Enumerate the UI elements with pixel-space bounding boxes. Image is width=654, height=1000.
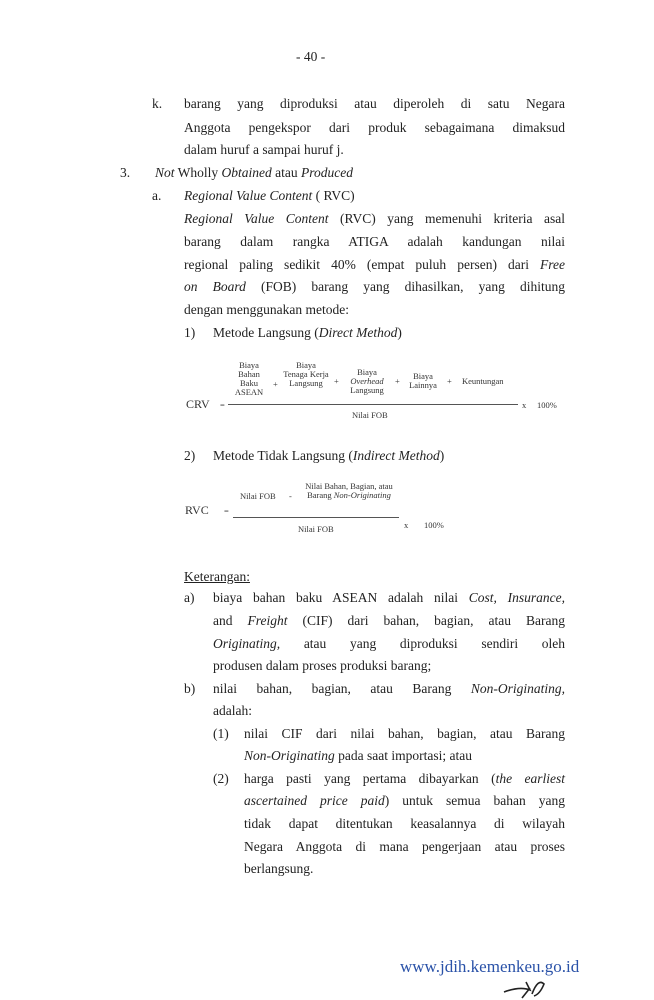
list-marker: k. xyxy=(152,96,163,111)
times-sign: x xyxy=(404,520,409,530)
paragraph-line: berlangsung. xyxy=(244,861,314,876)
fraction-bar xyxy=(228,404,518,405)
paragraph-line: tidak dapat ditentukan keasalannya di wilayah xyxy=(244,816,565,831)
paragraph-line: harga pasti yang pertama dibayarkan (the earliest xyxy=(244,771,565,786)
list-marker: 1) xyxy=(184,325,196,340)
paragraph-line: Negara Anggota di mana pengerjaan atau proses xyxy=(244,839,565,854)
formula-term: Biaya Bahan Baku ASEAN xyxy=(234,360,264,397)
paragraph-line: Regional Value Content (RVC) yang memenuhi kriteria asal xyxy=(184,211,565,226)
plus-sign: + xyxy=(447,376,452,386)
paragraph-line: Non-Originating pada saat importasi; atau xyxy=(244,748,472,763)
paragraph-line: nilai CIF dari nilai bahan, bagian, atau Barang xyxy=(244,726,565,741)
paragraph-line: dalam huruf a sampai huruf j. xyxy=(184,142,344,157)
plus-sign: + xyxy=(395,376,400,386)
section-heading: Not Wholly Obtained atau Produced xyxy=(155,165,353,180)
formula-term: Keuntungan xyxy=(462,376,504,386)
formula-lhs: RVC xyxy=(185,503,209,517)
paragraph-line: Originating, atau yang diproduksi sendiri oleh xyxy=(213,636,565,651)
list-marker: (1) xyxy=(213,726,229,741)
formula-term: Nilai FOB xyxy=(240,491,276,501)
page-number: - 40 - xyxy=(296,49,326,64)
paragraph-line: barang dalam rangka ATIGA adalah kandungan nilai xyxy=(184,234,565,249)
formula-denominator: Nilai FOB xyxy=(352,410,388,420)
minus-sign: - xyxy=(289,491,292,501)
percent-value: 100% xyxy=(537,400,557,410)
list-marker: 2) xyxy=(184,448,196,463)
formula-term: Biaya Overhead Langsung xyxy=(350,367,384,395)
equals-sign: = xyxy=(224,506,229,516)
list-marker: 3. xyxy=(120,165,131,180)
list-marker: a) xyxy=(184,590,195,605)
plus-sign: + xyxy=(334,376,339,386)
paragraph-line: nilai bahan, bagian, atau Barang Non-Originating, xyxy=(213,681,565,696)
paragraph-line: barang yang diproduksi atau diperoleh di satu Negara xyxy=(184,96,565,111)
signature-initials xyxy=(500,972,560,1000)
formula-denominator: Nilai FOB xyxy=(298,524,334,534)
paragraph-line: biaya bahan baku ASEAN adalah nilai Cost, Insurance, xyxy=(213,590,565,605)
formula-term: Nilai Bahan, Bagian, atau Barang Non-Originating xyxy=(305,481,393,500)
times-sign: x xyxy=(522,400,527,410)
paragraph-line: on Board (FOB) barang yang dihasilkan, yang dihitung xyxy=(184,279,566,294)
list-marker: a. xyxy=(152,188,162,203)
fraction-bar xyxy=(233,517,399,518)
formula-lhs: CRV xyxy=(186,397,210,411)
paragraph-line: dengan menggunakan metode: xyxy=(184,302,349,317)
paragraph-line: adalah: xyxy=(213,703,252,718)
paragraph-line: and Freight (CIF) dari bahan, bagian, atau Barang xyxy=(213,613,565,628)
equals-sign: = xyxy=(220,400,225,410)
paragraph-line: ascertained price paid) untuk semua bahan yang xyxy=(244,793,565,808)
formula-term: Biaya Lainnya xyxy=(409,371,437,390)
paragraph-line: regional paling sedikit 40% (empat puluh persen) dari Free xyxy=(184,257,565,272)
method-label: Metode Tidak Langsung (Indirect Method) xyxy=(213,448,445,463)
list-marker: b) xyxy=(184,681,196,696)
subsection-heading: Regional Value Content ( RVC) xyxy=(184,188,355,203)
method-label: Metode Langsung (Direct Method) xyxy=(213,325,402,340)
footer-url[interactable]: www.jdih.kemenkeu.go.id xyxy=(400,957,580,976)
list-marker: (2) xyxy=(213,771,229,786)
plus-sign: + xyxy=(273,379,278,389)
paragraph-line: Anggota pengekspor dari produk sebagaimana dimaksud xyxy=(184,120,565,135)
keterangan-heading: Keterangan: xyxy=(184,569,250,584)
percent-value: 100% xyxy=(424,520,444,530)
formula-term: Biaya Tenaga Kerja Langsung xyxy=(283,360,329,388)
paragraph-line: produsen dalam proses produksi barang; xyxy=(213,658,432,673)
